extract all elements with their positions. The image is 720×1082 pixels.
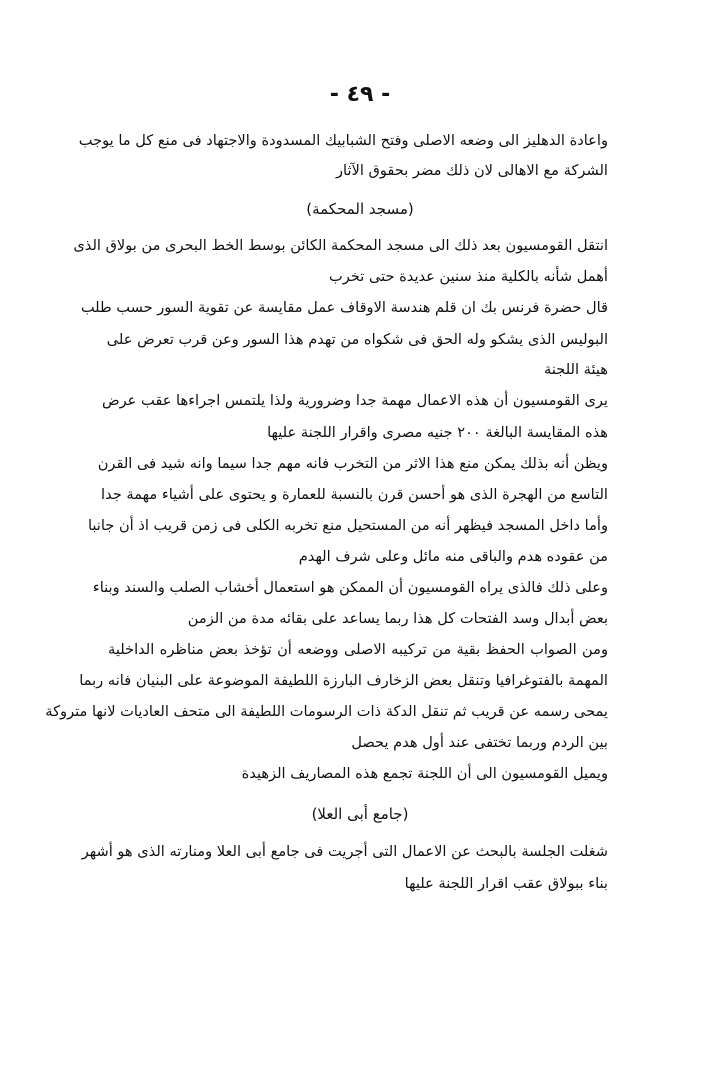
text-line: ويظن أنه بذلك يمكن منع هذا الاثر من التخرب فانه مهم جدا سيما وانه شيد فى القرن	[97, 455, 608, 472]
text-line: ويميل القومسيون الى أن اللجنة تجمع هذه المصاريف الزهيدة	[241, 765, 608, 782]
text-line: وأما داخل المسجد فيظهر أنه من المستحيل منع تخربه الكلى فى زمن قريب اذ أن جانبا	[87, 517, 608, 534]
text-line: الشركة مع الاهالى لان ذلك مضر بحقوق الآثار	[335, 162, 608, 179]
text-line: هيئة اللجنة	[544, 361, 608, 378]
text-line: بناء ببولاق عقب اقرار اللجنة عليها	[404, 875, 608, 892]
text-line: واعادة الدهليز الى وضعه الاصلى وفتح الشبابيك المسدودة والاجتهاد فى منع كل ما يوجب	[78, 132, 608, 149]
text-line: ومن الصواب الحفظ بقية من تركيبه الاصلى ووضعه أن تؤخذ بعض مناظره الداخلية	[108, 641, 608, 658]
text-line: هذه المقايسة البالغة ٢٠٠ جنيه مصرى واقرار اللجنة عليها	[267, 424, 608, 441]
text-line: التاسع من الهجرة الذى هو أحسن قرن بالنسبة للعمارة و يحتوى على أشياء مهمة جدا	[101, 486, 608, 503]
text-line: أهمل شأنه بالكلية منذ سنين عديدة حتى تخرب	[329, 268, 608, 285]
section-heading: (مسجد المحكمة)	[306, 200, 414, 218]
text-line: البوليس الذى يشكو وله الحق فى شكواه من تهدم هذا السور وعن قرب تعرض على	[106, 331, 608, 348]
text-line: بعض أبدال وسد الفتحات كل هذا ربما يساعد على بقائه مدة من الزمن	[187, 610, 608, 627]
text-line: بين الردم وربما تختفى عند أول هدم يحصل	[351, 734, 608, 751]
text-line: انتقل القومسيون بعد ذلك الى مسجد المحكمة الكائن بوسط الخط البحرى من بولاق الذى	[73, 237, 608, 254]
text-line: شغلت الجلسة بالبحث عن الاعمال التى أجريت فى جامع أبى العلا ومنارته الذى هو أشهر	[81, 843, 608, 860]
text-line: يرى القومسيون أن هذه الاعمال مهمة جدا وضرورية ولذا يلتمس اجراءها عقب عرض	[101, 392, 608, 409]
text-line: وعلى ذلك فالذى يراه القومسيون أن الممكن هو استعمال أخشاب الصلب والسند وبناء	[92, 579, 608, 596]
text-line: يمحى رسمه عن قريب ثم تنقل الدكة ذات الرسومات اللطيفة الى متحف العاديات لانها متروكة	[45, 703, 608, 720]
page-number: - ٤٩ -	[329, 82, 391, 107]
text-line: المهمة بالفتوغرافيا وتنقل بعض الزخارف البارزة اللطيفة الموضوعة على البنيان فانه ربما	[79, 672, 608, 689]
section-heading: (جامع أبى العلا)	[311, 805, 409, 823]
text-line: قال حضرة فرنس بك ان قلم هندسة الاوقاف عمل مقايسة عن تقوية السور حسب طلب	[80, 299, 608, 316]
text-line: من عقوده هدم والباقى منه مائل وعلى شرف الهدم	[298, 548, 608, 565]
